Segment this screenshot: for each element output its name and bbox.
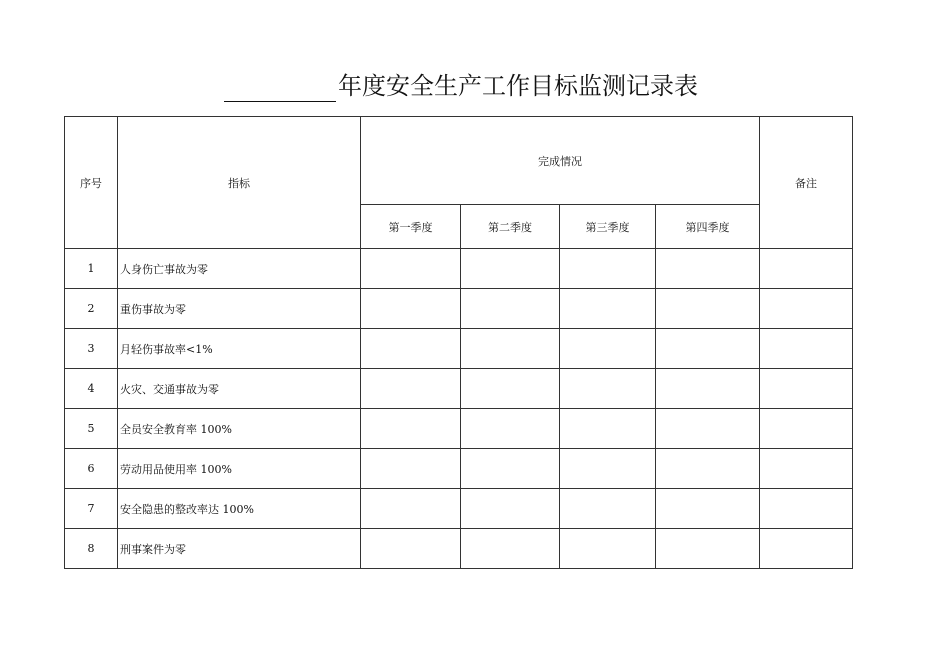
q1-cell[interactable] — [361, 369, 461, 409]
remarks-cell[interactable] — [760, 249, 853, 289]
row-indicator: 刑事案件为零 — [118, 529, 361, 569]
q1-cell[interactable] — [361, 489, 461, 529]
monitoring-table — [64, 116, 853, 569]
q1-cell[interactable] — [361, 249, 461, 289]
q3-cell[interactable] — [560, 329, 656, 369]
row-indicator: 重伤事故为零 — [118, 289, 361, 329]
title-blank-underline — [224, 77, 336, 102]
q1-cell[interactable] — [361, 449, 461, 489]
table-row — [65, 489, 853, 529]
header-q4: 第四季度 — [656, 205, 760, 249]
q4-cell[interactable] — [656, 489, 760, 529]
table-row — [65, 529, 853, 569]
table-row — [65, 449, 853, 489]
q4-cell[interactable] — [656, 409, 760, 449]
row-seq: 1 — [65, 249, 118, 289]
header-completion: 完成情况 — [361, 117, 760, 205]
header-remarks: 备注 — [760, 117, 853, 249]
header-q1: 第一季度 — [361, 205, 461, 249]
q3-cell[interactable] — [560, 449, 656, 489]
row-indicator: 火灾、交通事故为零 — [118, 369, 361, 409]
remarks-cell[interactable] — [760, 489, 853, 529]
remarks-cell[interactable] — [760, 449, 853, 489]
q4-cell[interactable] — [656, 369, 760, 409]
q1-cell[interactable] — [361, 289, 461, 329]
row-seq: 6 — [65, 449, 118, 489]
remarks-cell[interactable] — [760, 329, 853, 369]
q2-cell[interactable] — [461, 409, 560, 449]
q4-cell[interactable] — [656, 289, 760, 329]
remarks-cell[interactable] — [760, 369, 853, 409]
document-title-line — [0, 70, 950, 102]
row-seq: 8 — [65, 529, 118, 569]
q4-cell[interactable] — [656, 329, 760, 369]
row-indicator: 人身伤亡事故为零 — [118, 249, 361, 289]
header-q2: 第二季度 — [461, 205, 560, 249]
q4-cell[interactable] — [656, 249, 760, 289]
row-seq: 2 — [65, 289, 118, 329]
q4-cell[interactable] — [656, 449, 760, 489]
q2-cell[interactable] — [461, 369, 560, 409]
row-indicator: 月轻伤事故率<1% — [118, 329, 361, 369]
q2-cell[interactable] — [461, 489, 560, 529]
table-row — [65, 289, 853, 329]
remarks-cell[interactable] — [760, 289, 853, 329]
q2-cell[interactable] — [461, 329, 560, 369]
row-indicator: 全员安全教育率 100% — [118, 409, 361, 449]
table-row — [65, 409, 853, 449]
row-seq: 4 — [65, 369, 118, 409]
q3-cell[interactable] — [560, 409, 656, 449]
q1-cell[interactable] — [361, 529, 461, 569]
remarks-cell[interactable] — [760, 409, 853, 449]
header-q3: 第三季度 — [560, 205, 656, 249]
q1-cell[interactable] — [361, 329, 461, 369]
q3-cell[interactable] — [560, 249, 656, 289]
q4-cell[interactable] — [656, 529, 760, 569]
q2-cell[interactable] — [461, 249, 560, 289]
q2-cell[interactable] — [461, 529, 560, 569]
q3-cell[interactable] — [560, 289, 656, 329]
table-row — [65, 249, 853, 289]
q3-cell[interactable] — [560, 529, 656, 569]
q3-cell[interactable] — [560, 369, 656, 409]
header-indicator: 指标 — [118, 117, 361, 249]
table-row — [65, 329, 853, 369]
row-indicator: 劳动用品使用率 100% — [118, 449, 361, 489]
q3-cell[interactable] — [560, 489, 656, 529]
row-indicator: 安全隐患的整改率达 100% — [118, 489, 361, 529]
document-title: 年度安全生产工作目标监测记录表 — [338, 72, 698, 100]
q1-cell[interactable] — [361, 409, 461, 449]
header-seq: 序号 — [65, 117, 118, 249]
q2-cell[interactable] — [461, 289, 560, 329]
q2-cell[interactable] — [461, 449, 560, 489]
row-seq: 3 — [65, 329, 118, 369]
row-seq: 5 — [65, 409, 118, 449]
table-row — [65, 369, 853, 409]
header-row-1 — [65, 117, 853, 205]
row-seq: 7 — [65, 489, 118, 529]
remarks-cell[interactable] — [760, 529, 853, 569]
